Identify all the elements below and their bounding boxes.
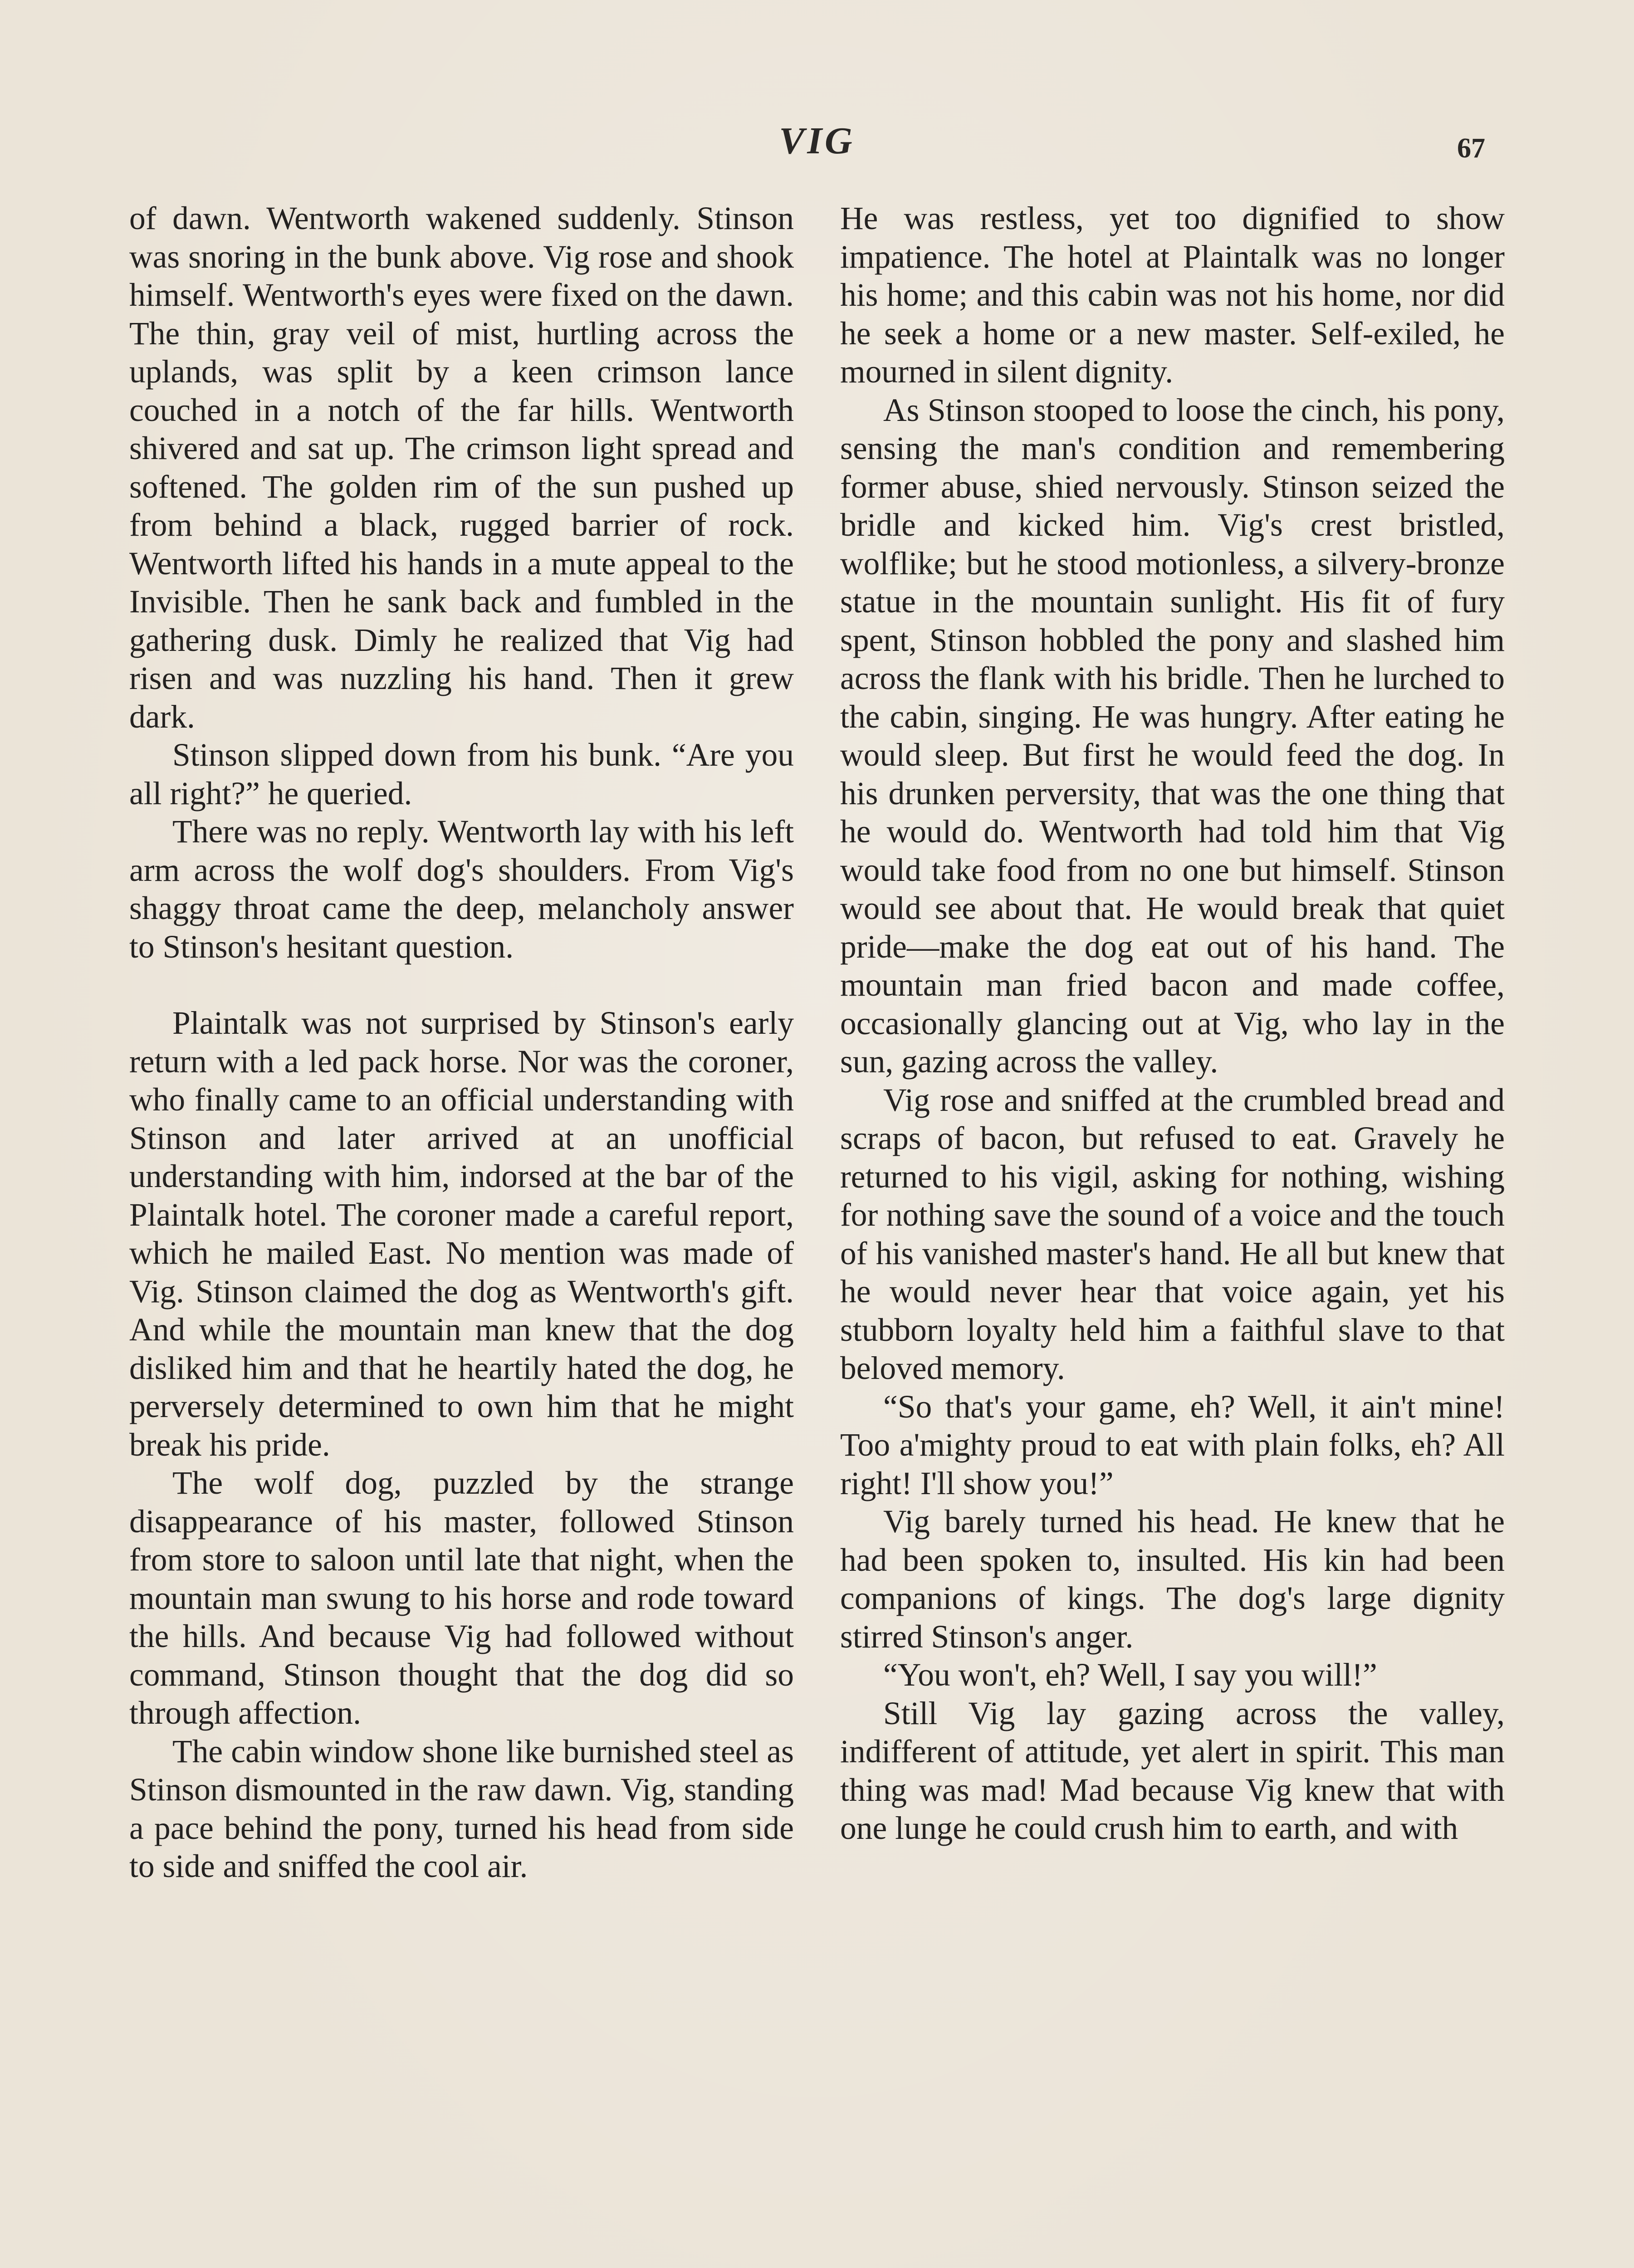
- paragraph: Stinson slipped down from his bunk. “Are you all right?” he queried.: [129, 737, 794, 811]
- paragraph: There was no reply. Wentworth lay with his left arm across the wolf dog's shoulders. From Vig's shaggy throat came the deep, melancholy answer to Stinson's hesitant question.: [129, 814, 794, 965]
- left-text-column: [129, 200, 794, 1886]
- paragraph: Plaintalk was not surprised by Stinson's early return with a led pack horse. Nor was the coroner, who finally came to an official understanding with Stinson and later arrived at an unofficial understanding with him, indorsed at the bar of the Plaintalk hotel. The coroner made a careful report, which he mailed East. No mention was made of Vig. Stinson claimed the dog as Wentworth's gift. And while the mountain man knew that the dog disliked him and that he heartily hated the dog, he perversely determined to own him that he might break his pride.: [129, 1005, 794, 1463]
- page-number: 67: [1457, 133, 1485, 164]
- running-head-title: VIG: [779, 120, 855, 162]
- paragraph: of dawn. Wentworth wakened suddenly. Stinson was snoring in the bunk above. Vig rose and shook himself. Wentworth's eyes were fixed on the dawn. The thin, gray veil of mist, hurtling across the uplands, was split by a keen crimson lance couched in a notch of the far hills. Wentworth shivered and sat up. The crimson light spread and softened. The golden rim of the sun pushed up from behind a black, rugged barrier of rock. Wentworth lifted his hands in a mute appeal to the Invisible. Then he sank back and fumbled in the gathering dusk. Dimly he realized that Vig had risen and was nuzzling his hand. Then it grew dark.: [129, 200, 794, 735]
- right-text-column: [840, 200, 1505, 1848]
- paragraph: The wolf dog, puzzled by the strange disappearance of his master, followed Stinson from store to saloon until late that night, when the mountain man swung to his horse and rode toward the hills. And because Vig had followed without command, Stinson thought that the dog did so through affection.: [129, 1465, 794, 1731]
- paragraph: He was restless, yet too dignified to show impatience. The hotel at Plaintalk was no longer his home; and this cabin was not his home, nor did he seek a home or a new master. Self-exiled, he mourned in silent dignity.: [840, 200, 1505, 390]
- paragraph: “So that's your game, eh? Well, it ain't mine! Too a'mighty proud to eat with plain folks, eh? All right! I'll show you!”: [840, 1388, 1505, 1501]
- paragraph: Vig barely turned his head. He knew that he had been spoken to, insulted. His kin had been companions of kings. The dog's large dignity stirred Stinson's anger.: [840, 1504, 1505, 1655]
- paragraph: Still Vig lay gazing across the valley, indifferent of attitude, yet alert in spirit. This man thing was mad! Mad because Vig knew that with one lunge he could crush him to earth, and with: [840, 1695, 1505, 1846]
- paragraph: As Stinson stooped to loose the cinch, his pony, sensing the man's condition and remembering former abuse, shied nervously. Stinson seized the bridle and kicked him. Vig's crest bristled, wolflike; but he stood motionless, a silvery-bronze statue in the mountain sunlight. His fit of fury spent, Stinson hobbled the pony and slashed him across the flank with his bridle. Then he lurched to the cabin, singing. He was hungry. After eating he would sleep. But first he would feed the dog. In his drunken perversity, that was the one thing that he would do. Wentworth had told him that Vig would take food from no one but himself. Stinson would see about that. He would break that quiet pride—make the dog eat out of his hand. The mountain man fried bacon and made coffee, occasionally glancing out at Vig, who lay in the sun, gazing across the valley.: [840, 392, 1505, 1080]
- paragraph: Vig rose and sniffed at the crumbled bread and scraps of bacon, but refused to eat. Gravely he returned to his vigil, asking for nothing, wishing for nothing save the sound of a voice and the touch of his vanished master's hand. He all but knew that he would never hear that voice again, yet his stubborn loyalty held him a faithful slave to that beloved memory.: [840, 1082, 1505, 1386]
- paragraph: “You won't, eh? Well, I say you will!”: [883, 1657, 1377, 1693]
- paragraph: The cabin window shone like burnished steel as Stinson dismounted in the raw dawn. Vig, standing a pace behind the pony, turned his head from side to side and sniffed the cool air.: [129, 1733, 794, 1884]
